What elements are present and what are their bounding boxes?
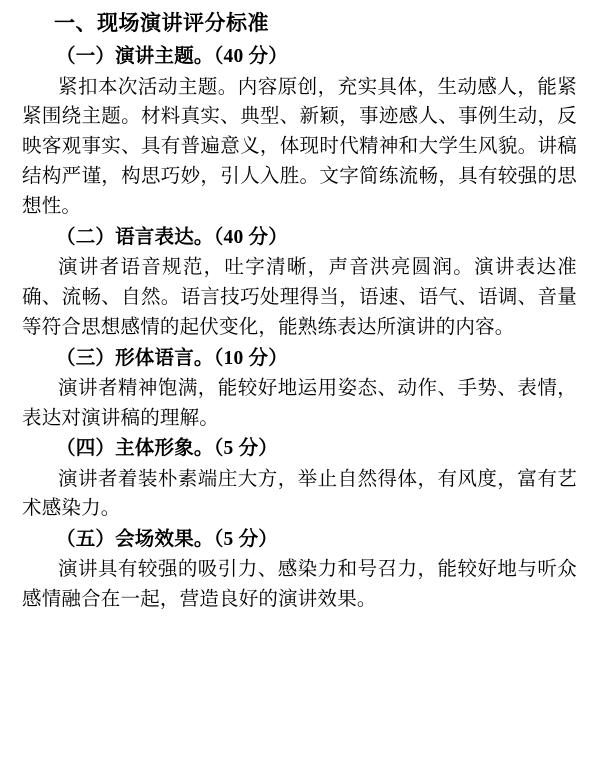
section-heading-3: （三）形体语言。（10 分） bbox=[56, 347, 288, 369]
section-paragraph-3: 演讲者精神饱满，能较好地运用姿态、动作、手势、表情，表达对演讲稿的理解。 bbox=[22, 377, 577, 429]
document-section-1 bbox=[22, 42, 577, 221]
page-title: 一、现场演讲评分标准 bbox=[54, 11, 269, 35]
section-paragraph-5: 演讲具有较强的吸引力、感染力和号召力，能较好地与听众感情融合在一起，营造良好的演讲效果。 bbox=[22, 559, 577, 611]
section-paragraph-4: 演讲者着装朴素端庄大方，举止自然得体，有风度，富有艺术感染力。 bbox=[22, 468, 577, 520]
section-heading-1: （一）演讲主题。（40 分） bbox=[56, 46, 288, 68]
section-heading-4: （四）主体形象。（5 分） bbox=[56, 438, 278, 460]
section-paragraph-2: 演讲者语音规范，吐字清晰，声音洪亮圆润。演讲表达准确、流畅、自然。语言技巧处理得当，语速、语气、语调、音量等符合思想感情的起伏变化，能熟练表达所演讲的内容。 bbox=[22, 257, 577, 338]
document-section-4 bbox=[22, 434, 577, 524]
section-heading-5: （五）会场效果。（5 分） bbox=[56, 529, 278, 551]
section-paragraph-1: 紧扣本次活动主题。内容原创，充实具体，生动感人，能紧紧围绕主题。材料真实、典型、新颖，事迹感人、事例生动，反映客观事实、具有普遍意义，体现时代精神和大学生风貌。讲稿结构严谨，构思巧妙，引人入胜。文字简练流畅，具有较强的思想性。 bbox=[22, 76, 577, 217]
document-section-3 bbox=[22, 344, 577, 434]
document-section-2 bbox=[22, 223, 577, 343]
document-section-5 bbox=[22, 525, 577, 615]
section-heading-2: （二）语言表达。（40 分） bbox=[56, 226, 288, 248]
